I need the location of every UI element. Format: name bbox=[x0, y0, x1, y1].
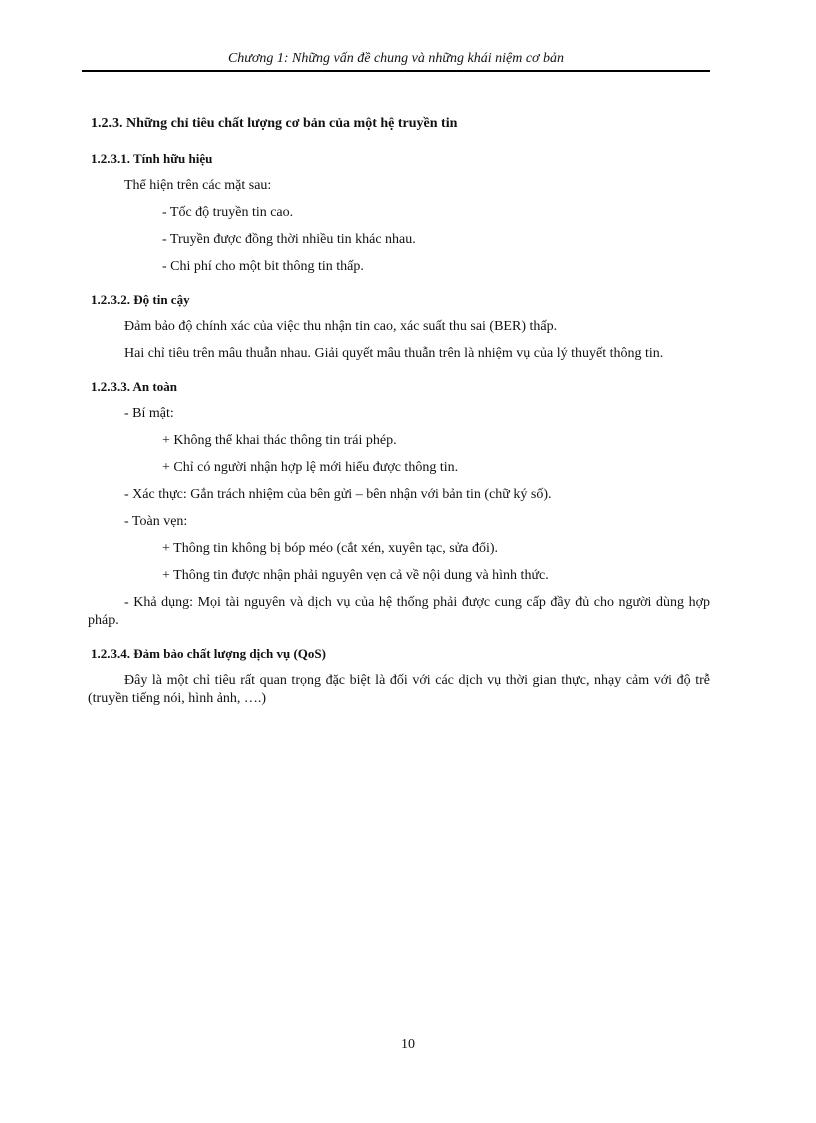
efficiency-item: - Tốc độ truyền tin cao. bbox=[162, 205, 294, 220]
subsection-title-qos: 1.2.3.4. Đảm bảo chất lượng dịch vụ (QoS) bbox=[91, 646, 326, 661]
page-number: 10 bbox=[401, 1037, 415, 1052]
qos-paragraph: Đây là một chỉ tiêu rất quan trọng đặc biệt là đối với các dịch vụ thời gian thực, nhạy cảm với độ trễ (truyền tiếng nói, hình ảnh, ….) bbox=[88, 673, 710, 706]
security-secrecy-item: + Chỉ có người nhận hợp lệ mới hiểu được thông tin. bbox=[162, 460, 459, 475]
security-authentication: - Xác thực: Gắn trách nhiệm của bên gửi – bên nhận với bản tin (chữ ký số). bbox=[124, 487, 552, 502]
efficiency-item: - Chi phí cho một bit thông tin thấp. bbox=[162, 259, 364, 274]
header-rule bbox=[82, 70, 710, 72]
running-header: Chương 1: Những vấn đề chung và những khái niệm cơ bản bbox=[227, 51, 565, 66]
efficiency-intro: Thể hiện trên các mặt sau: bbox=[124, 178, 272, 193]
security-secrecy-item: + Không thể khai thác thông tin trái phép. bbox=[162, 433, 397, 448]
section-title: 1.2.3. Những chỉ tiêu chất lượng cơ bản của một hệ truyền tin bbox=[91, 116, 458, 131]
security-integrity-item: + Thông tin không bị bóp méo (cắt xén, xuyên tạc, sửa đổi). bbox=[162, 541, 498, 556]
security-integrity-item: + Thông tin được nhận phải nguyên vẹn cả về nội dung và hình thức. bbox=[162, 568, 549, 583]
subsection-title-security: 1.2.3.3. An toàn bbox=[91, 379, 177, 394]
page-content bbox=[88, 108, 710, 708]
security-integrity: - Toàn vẹn: bbox=[124, 514, 188, 529]
security-availability: - Khả dụng: Mọi tài nguyên và dịch vụ của hệ thống phải được cung cấp đầy đủ cho người dùng hợp pháp. bbox=[88, 595, 710, 628]
reliability-paragraph: Hai chỉ tiêu trên mâu thuẫn nhau. Giải quyết mâu thuẫn trên là nhiệm vụ của lý thuyết thông tin. bbox=[124, 346, 664, 361]
subsection-title-reliability: 1.2.3.2. Độ tin cậy bbox=[91, 292, 190, 307]
subsection-title-efficiency: 1.2.3.1. Tính hữu hiệu bbox=[91, 151, 213, 166]
security-secrecy: - Bí mật: bbox=[124, 406, 174, 421]
efficiency-item: - Truyền được đồng thời nhiều tin khác nhau. bbox=[162, 232, 416, 247]
reliability-paragraph: Đảm bảo độ chính xác của việc thu nhận tin cao, xác suất thu sai (BER) thấp. bbox=[124, 319, 558, 334]
